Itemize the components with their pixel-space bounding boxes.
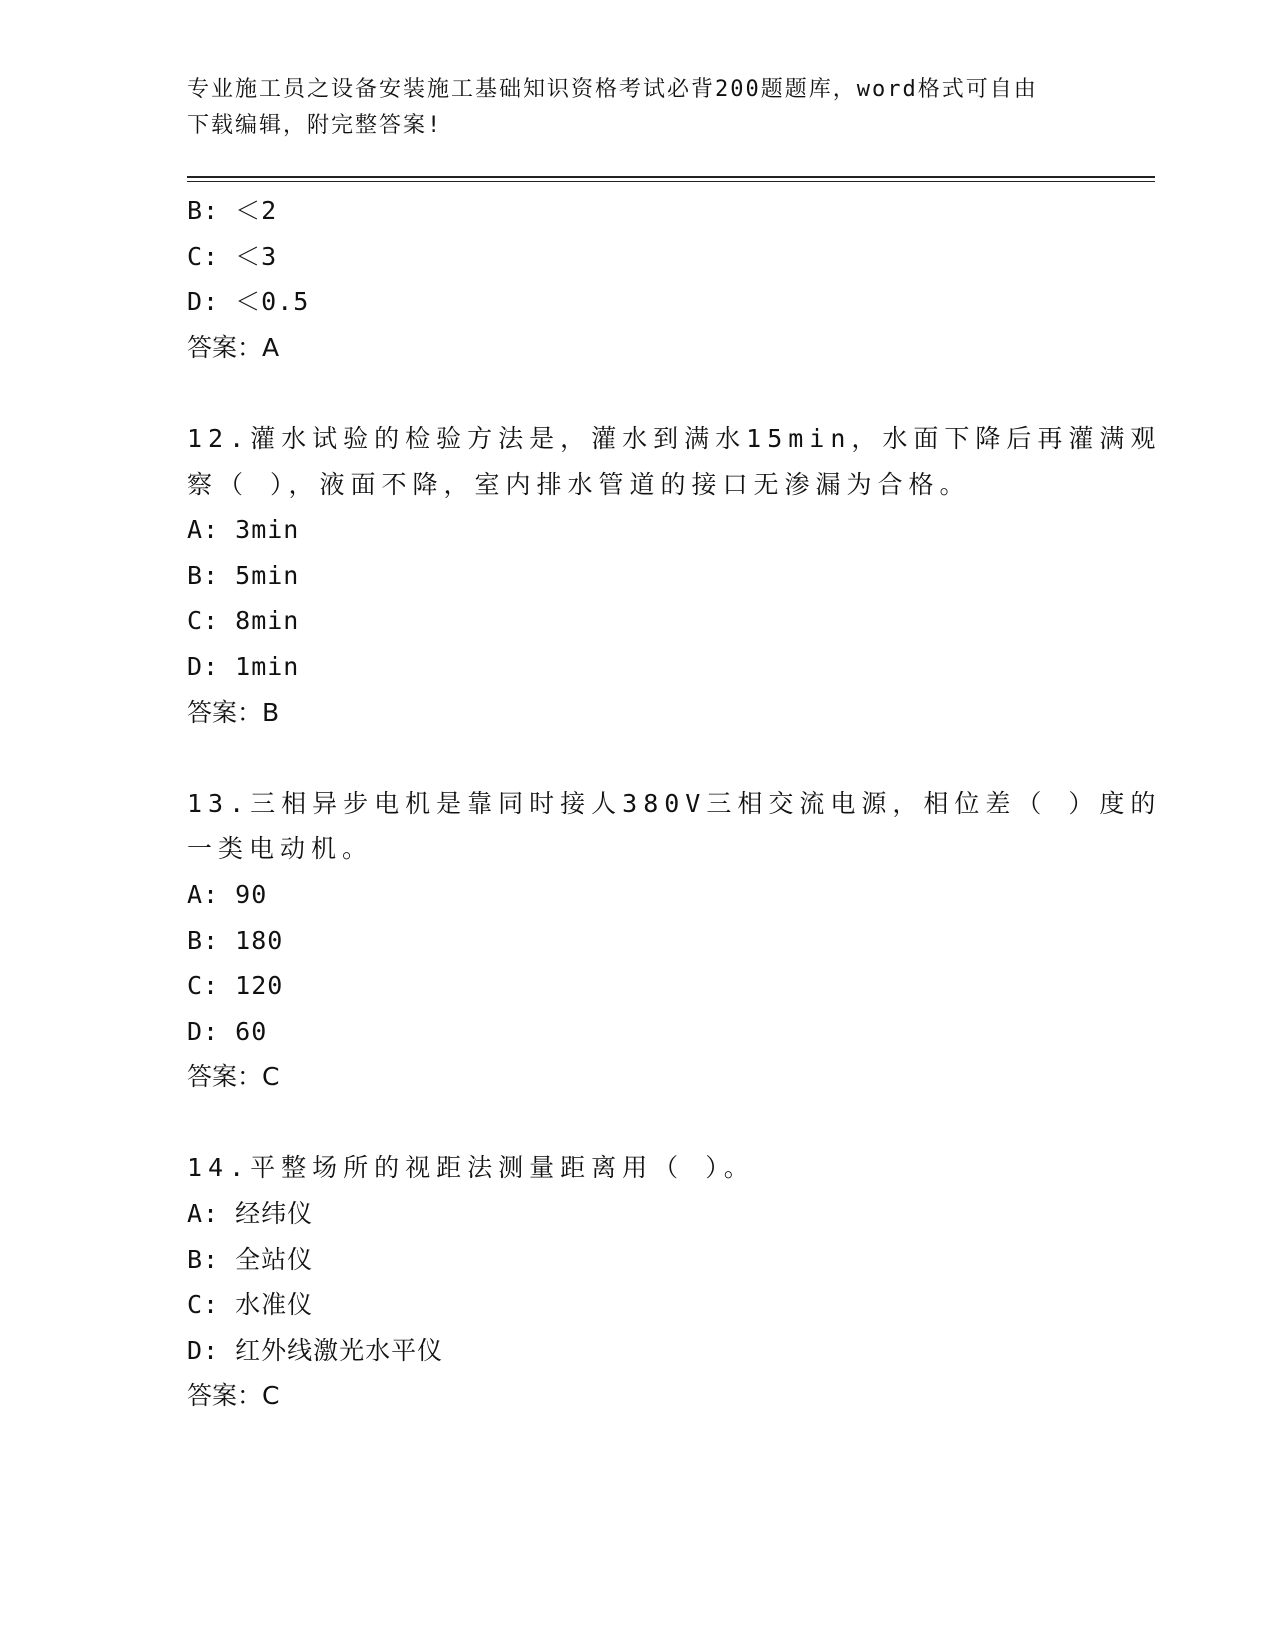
option: D: 1min (187, 651, 300, 681)
option: D: 红外线激光水平仪 (187, 1335, 444, 1365)
question-stem (187, 781, 1162, 872)
option: C: 8min (187, 606, 300, 636)
answer-line: 答案：C (187, 1062, 280, 1092)
question-stem (187, 416, 1162, 507)
answer-line: 答案：C (187, 1381, 280, 1411)
answer-line: 答案：A (187, 332, 280, 362)
document-header (187, 72, 1067, 144)
option: A: 3min (187, 515, 300, 545)
option: C: 120 (187, 971, 284, 1001)
question-list (187, 188, 1162, 1419)
question-stem (187, 1145, 1067, 1191)
option: B: 180 (187, 925, 284, 955)
question-text-line: 察（ ），液面不降，室内排水管道的接口无渗漏为合格。 (187, 469, 971, 499)
option: C: ＜3 (187, 241, 278, 271)
option: D: ＜0.5 (187, 287, 310, 317)
question-block (187, 781, 1162, 1100)
option: A: 90 (187, 879, 268, 909)
question-text-line: 12.灌水试验的检验方法是，灌水到满水15min，水面下降后再灌满观 (187, 423, 1162, 453)
question-block (187, 188, 1067, 370)
header-line-1: 专业施工员之设备安装施工基础知识资格考试必背200题题库，word格式可自由 (187, 77, 1038, 102)
header-divider (187, 176, 1155, 178)
option: D: 60 (187, 1016, 268, 1046)
header-divider-thin (187, 181, 1155, 182)
question-text-line: 14.平整场所的视距法测量距离用（ ）。 (187, 1153, 755, 1183)
option: C: 水准仪 (187, 1290, 314, 1320)
option: B: ＜2 (187, 196, 278, 225)
answer-line: 答案：B (187, 697, 280, 727)
question-block (187, 416, 1162, 735)
question-text-line: 一类电动机。 (187, 834, 374, 864)
option: A: 经纬仪 (187, 1199, 314, 1229)
option: B: 5min (187, 560, 300, 590)
header-line-2: 下载编辑，附完整答案! (187, 113, 443, 138)
question-text-line: 13.三相异步电机是靠同时接人380V三相交流电源，相位差（ ）度的 (187, 788, 1162, 818)
option: B: 全站仪 (187, 1244, 314, 1274)
question-block (187, 1145, 1067, 1419)
